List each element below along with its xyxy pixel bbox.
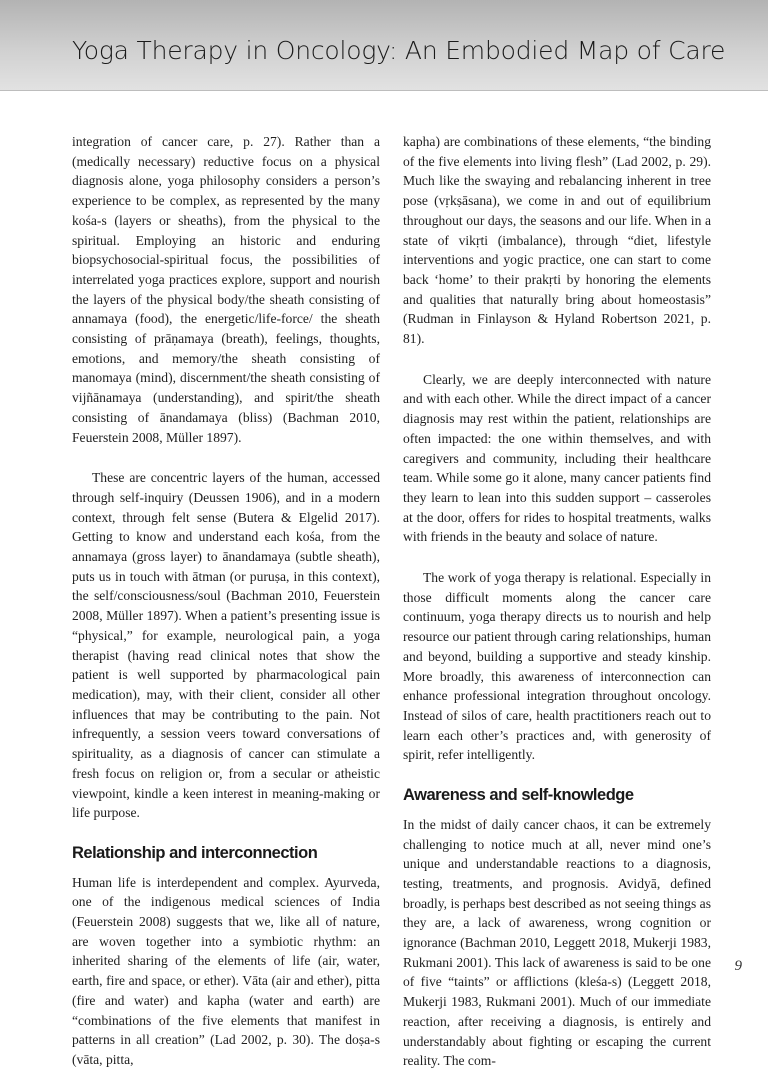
section-heading: Relationship and interconnection — [72, 843, 318, 862]
running-header-title: Yoga Therapy in Oncology: An Embodied Map of Care — [72, 36, 726, 65]
page-number: 9 — [734, 958, 742, 974]
section-heading: Awareness and self-knowledge — [403, 786, 634, 805]
paragraph: In the midst of daily cancer chaos, it can be extremely challenging to notice much at all, never mind one’s unique and understandable reactions to a diagnosis, testing, treatments, and prognosis. Avidyā, defined broadly, is perhaps best described as not seeing things as they are, a lack of awareness, wrong cognition or ignorance (Bachman 2010, Leggett 2018, Mukerji 1983, Rukmani 2001). This lack of awareness is said to be one of five “taints” or afflictions (kleśa-s) (Leggett 2018, Mukerji 1983, Rukmani 2001). Much of our immediate reaction, after receiving a diagnosis, is entirely and understandably about fighting or escaping the current reality. The com- — [403, 816, 711, 1069]
paragraph: The work of yoga therapy is relational. Especially in those difficult moments along the cancer care continuum, yoga therapy directs us to nourish and help resource our patient through caring relationships, human and beyond, building a supportive and steady kinship. More broadly, this awareness of interconnection can enhance professional integration throughout oncology. Instead of silos of care, health practitioners reach out to learn each other’s practices and, with generosity of spirit, refer intelligently. — [403, 570, 711, 763]
right-column — [403, 132, 711, 1071]
paragraph: kapha) are combinations of these elements, “the binding of the five elements into living flesh” (Lad 2002, p. 29). Much like the swaying and rebalancing inherent in tree pose (vṛkṣāsana), we come in and out of equilibrium throughout our days, the seasons and our life. When in a state of vikṛti (imbalance), through “diet, lifestyle interventions and yogic practice, one can start to come back ‘home’ to their prakṛti by honoring the elements and qualities that naturally bring about homeostasis” (Rudman in Finlayson & Hyland Robertson 2021, p. 81). — [403, 134, 711, 347]
left-column — [72, 132, 380, 1070]
running-header — [0, 0, 768, 91]
paragraph: These are concentric layers of the human, accessed through self-inquiry (Deussen 1906), and in a modern context, through felt sense (Butera & Elgelid 2017). Getting to know and understand each kośa, from the annamaya (gross layer) to ānandamaya (subtle sheath), puts us in touch with ātman (or puruṣa, in this context), the self/consciousness/soul (Bachman 2010, Feuerstein 2008, Müller 1897). When a patient’s presenting issue is “physical,” for example, neurological pain, a yoga therapist (having read clinical notes that show the patient is well supported by pharmacological pain medication), may, with their client, consider all other influences that may be contributing to the pain. Not infrequently, a session veers toward conversations of spirituality, as a diagnosis of cancer can stimulate a fresh focus on religion or, from a secular or atheistic viewpoint, kindle a keen interest in meaning-making or life purpose. — [72, 470, 380, 821]
paragraph: Human life is interdependent and complex. Ayurveda, one of the indigenous medical sciences of India (Feuerstein 2008) suggests that we, like all of nature, are woven together into a symbiotic rhythm: an inherited sharing of the elements of life (air, water, earth, fire and space, or ether). Vāta (air and ether), pitta (fire and water) and kapha (water and earth) are “combinations of the five elements that manifest in patterns in all creation” (Lad 2002, p. 30). The doṣa-s (vāta, pitta, — [72, 874, 380, 1067]
paragraph: integration of cancer care, p. 27). Rather than a (medically necessary) reductive focus on a physical diagnosis alone, yoga philosophy considers a person’s experience to be complex, as represented by the many kośa-s (layers or sheaths), from the physical to the spiritual. Employing an historic and enduring biopsychosocial-spiritual focus, the possibilities of interrelated yoga practices explore, support and nourish the layers of the physical body/the sheath consisting of annamaya (food), the energetic/life-force/ the sheath consisting of prāṇamaya (breath), feelings, thoughts, emotions, and memory/the sheath consisting of manomaya (mind), discernment/the sheath consisting of vijñānamaya (understanding), and spirit/the sheath consisting of ānandamaya (bliss) (Bachman 2010, Feuerstein 2008, Müller 1897). — [72, 134, 380, 445]
paragraph: Clearly, we are deeply interconnected with nature and with each other. While the direct impact of a cancer diagnosis may rest within the patient, relationships are often impacted: the one within themselves, and with caregivers and community, including their healthcare team. While some go it alone, many cancer patients find they learn to lean into this sudden support – casseroles at the door, offers for rides to hospital treatments, walks with friends in the beauty and solace of nature. — [403, 371, 711, 545]
